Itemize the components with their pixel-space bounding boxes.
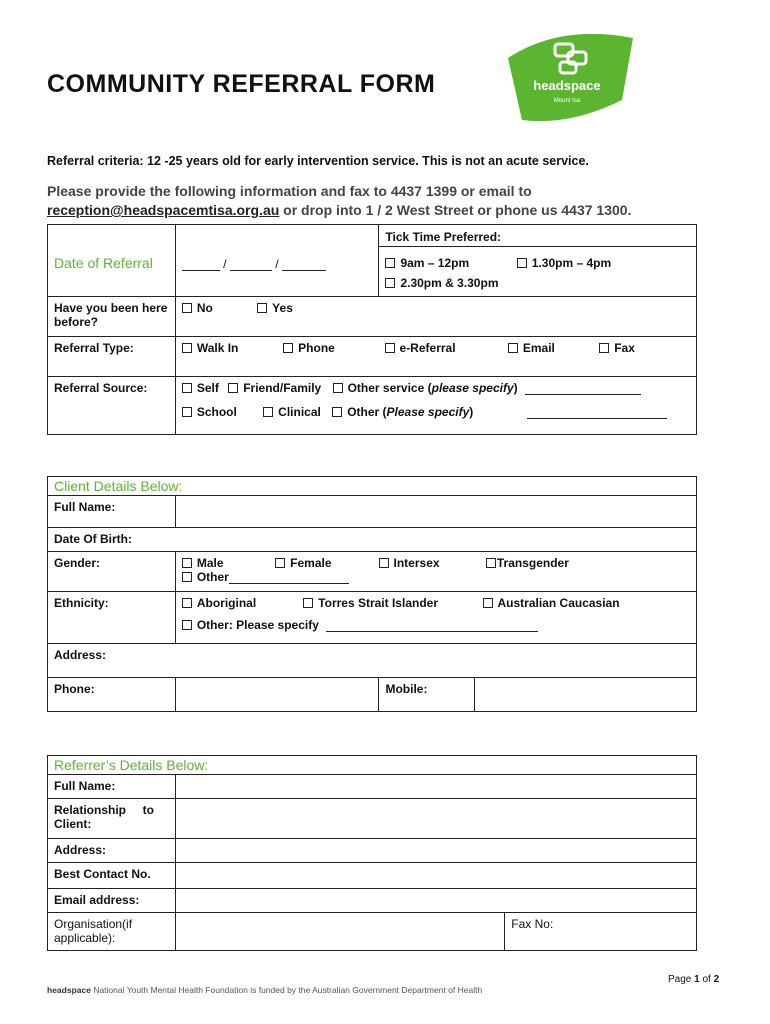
ethnicity-aboriginal[interactable]: Aboriginal [182,596,300,610]
referrer-full-name-label: Full Name: [48,775,176,799]
time-option-afternoon[interactable]: 1.30pm – 4pm [517,256,611,270]
referrer-address-field[interactable] [175,839,696,863]
gender-female[interactable]: Female [275,556,375,570]
referrer-table [47,755,697,951]
other-service-field[interactable] [525,394,641,395]
tick-time-label: Tick Time Preferred: [379,225,696,247]
client-gender-label: Gender: [48,552,176,592]
type-email[interactable]: Email [508,341,596,355]
referrer-organisation-field[interactable] [175,913,504,951]
time-option-late[interactable]: 2.30pm & 3.30pm [385,276,498,290]
instructions [47,182,727,220]
type-phone[interactable]: Phone [283,341,381,355]
source-school[interactable]: School [182,405,260,419]
client-table [47,476,697,712]
type-fax[interactable]: Fax [599,341,635,355]
referral-table [47,224,697,435]
referrer-fax-label: Fax No: [511,917,554,931]
client-full-name-label: Full Name: [48,496,176,528]
date-of-referral-label: Date of Referral [48,225,176,297]
ethnicity-other-field[interactable] [326,631,538,632]
source-clinical[interactable]: Clinical [263,405,321,419]
referrer-contact-field[interactable] [175,863,696,889]
gender-other[interactable]: Other [182,570,349,584]
referrer-fax-field[interactable] [505,913,697,951]
source-other[interactable]: Other (Please specify) [332,405,473,419]
client-gender-options [175,552,696,592]
source-other-service[interactable]: Other service (please specify) [333,381,518,395]
headspace-logo [500,30,635,126]
referrer-contact-label: Best Contact No. [48,863,176,889]
referrer-organisation-label: Organisation(if applicable): [48,913,176,951]
been-before-options [175,297,696,337]
referrer-full-name-field[interactable] [175,775,696,799]
referral-type-options [175,337,696,377]
date-of-referral-field[interactable]: / / [175,225,379,297]
footer-note [47,985,482,995]
other-source-field[interactable] [527,418,667,419]
client-mobile-field[interactable] [475,678,697,712]
referrer-email-field[interactable] [175,889,696,913]
referral-criteria: Referral criteria: 12 -25 years old for early intervention service. This is not an acute service. [47,154,589,168]
been-before-yes[interactable]: Yes [257,301,293,315]
client-mobile-label: Mobile: [379,678,475,712]
gender-transgender[interactable]: Transgender [486,556,569,570]
client-full-name-field[interactable] [175,496,696,528]
client-phone-field[interactable] [175,678,379,712]
client-phone-label: Phone: [48,678,176,712]
been-before-no[interactable]: No [182,301,254,315]
source-friend-family[interactable]: Friend/Family [228,381,321,395]
referral-type-label: Referral Type: [48,337,176,377]
time-option-morning[interactable]: 9am – 12pm [385,256,513,270]
time-preferred-cell [379,225,697,297]
referrer-email-label: Email address: [48,889,176,913]
referrer-relationship-label: Relationship to Client: [48,799,176,839]
ethnicity-australian-caucasian[interactable]: Australian Caucasian [483,596,620,610]
type-walk-in[interactable]: Walk In [182,341,280,355]
instructions-suffix: or drop into 1 / 2 West Street or phone us 4437 1300. [279,202,632,218]
type-e-referral[interactable]: e-Referral [385,341,505,355]
page-number: Page 1 of 2 [668,974,720,985]
client-dob-label[interactable]: Date Of Birth: [48,528,697,552]
ethnicity-other[interactable]: Other: Please specify [182,618,319,632]
footer-brand: headspace [47,985,91,995]
client-heading: Client Details Below: [48,477,697,496]
client-address-label: Address: [48,644,176,678]
referrer-heading: Referrer’s Details Below: [48,756,697,775]
logo-text: headspace [533,78,601,93]
client-ethnicity-label: Ethnicity: [48,592,176,644]
client-ethnicity-options [175,592,696,644]
ethnicity-torres-strait[interactable]: Torres Strait Islander [303,596,479,610]
email-link[interactable]: reception@headspacemtisa.org.au [47,202,280,218]
referral-source-label: Referral Source: [48,377,176,435]
logo-subtext: Mount Isa [553,98,581,104]
client-address-field[interactable] [175,644,696,678]
instructions-prefix: Please provide the following information and fax to 4437 1399 or email to [47,183,532,199]
referral-source-options [175,377,696,435]
form-title: COMMUNITY REFERRAL FORM [47,70,436,98]
referrer-address-label: Address: [48,839,176,863]
gender-intersex[interactable]: Intersex [379,556,483,570]
been-before-label: Have you been here before? [48,297,176,337]
source-self[interactable]: Self [182,381,219,395]
gender-male[interactable]: Male [182,556,272,570]
footer-text: National Youth Mental Health Foundation is funded by the Australian Government Department of Health [90,985,483,995]
referrer-relationship-field[interactable] [175,799,696,839]
